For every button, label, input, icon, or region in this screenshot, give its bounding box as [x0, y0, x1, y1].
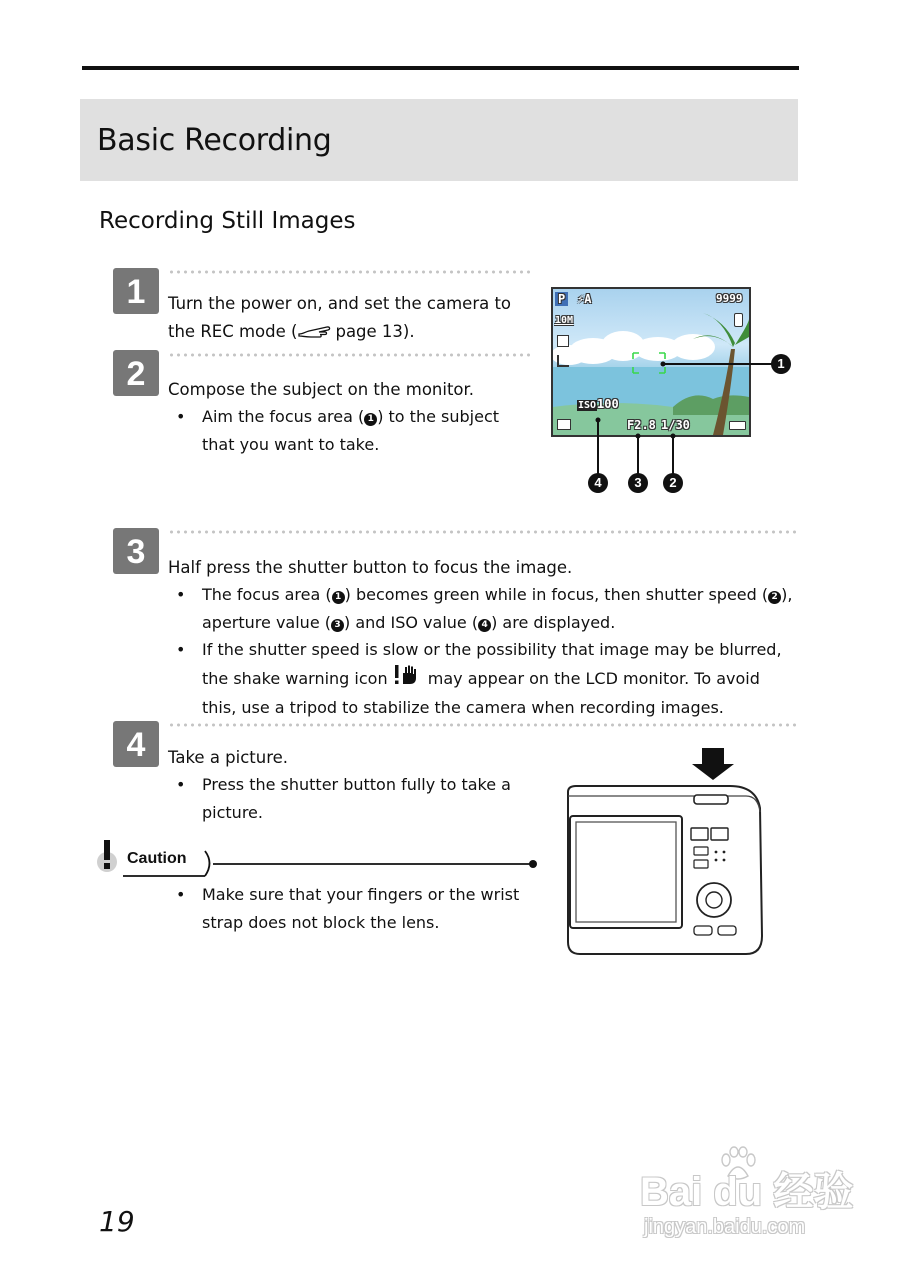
page-title: Basic Recording	[97, 123, 332, 158]
lcd-scene	[553, 289, 749, 435]
lcd-aperture: F2.8	[627, 418, 656, 432]
step-2-divider	[168, 353, 534, 357]
lcd-battery-icon	[729, 421, 746, 430]
lcd-mode: P	[555, 292, 568, 306]
step-1-text: Turn the power on, and set the camera to the REC mode ( page 13).	[168, 290, 511, 349]
lcd-focus-frame-icon	[557, 419, 571, 430]
top-rule	[82, 66, 799, 70]
hand-pointer-icon	[297, 321, 335, 349]
caution-icon	[95, 838, 123, 878]
lcd-iso-value: 100	[597, 397, 619, 411]
step-3-text: Half press the shutter button to focus the image.	[168, 558, 573, 577]
step-3-divider	[168, 530, 796, 534]
callout-3: 3	[628, 473, 648, 493]
lcd-preview	[551, 287, 751, 437]
step-4-divider	[168, 723, 796, 727]
callout-4: 4	[588, 473, 608, 493]
step-4-badge: 4	[113, 721, 159, 767]
step-1-divider	[168, 270, 534, 274]
lcd-resolution: 10M	[555, 315, 574, 326]
step-4-text: Take a picture.	[168, 748, 289, 767]
lcd-quality-icon	[557, 335, 569, 347]
lcd-metering-icon	[557, 355, 569, 367]
lcd-shutter: 1/30	[661, 418, 690, 432]
section-title: Recording Still Images	[99, 208, 356, 234]
lcd-iso-label: ISO	[578, 400, 597, 411]
step-1-badge: 1	[113, 268, 159, 314]
callout-2: 2	[663, 473, 683, 493]
lcd-shots-remaining: 9999	[716, 292, 743, 305]
lcd-battery-lock-icon	[734, 313, 743, 327]
header-banner	[80, 99, 798, 181]
step-2-badge: 2	[113, 350, 159, 396]
camera-illustration	[560, 746, 770, 961]
callout-1: 1	[771, 354, 791, 374]
step-2-text: Compose the subject on the monitor.	[168, 380, 475, 399]
watermark-brand: Bai du 经验	[640, 1170, 854, 1214]
page-number: 19	[99, 1205, 135, 1238]
shake-warning-icon	[393, 664, 423, 695]
step-3-badge: 3	[113, 528, 159, 574]
watermark-url: jingyan.baidu.com	[644, 1216, 806, 1238]
lcd-flash: ⚡A	[577, 292, 592, 306]
caution-label: Caution	[127, 850, 187, 867]
